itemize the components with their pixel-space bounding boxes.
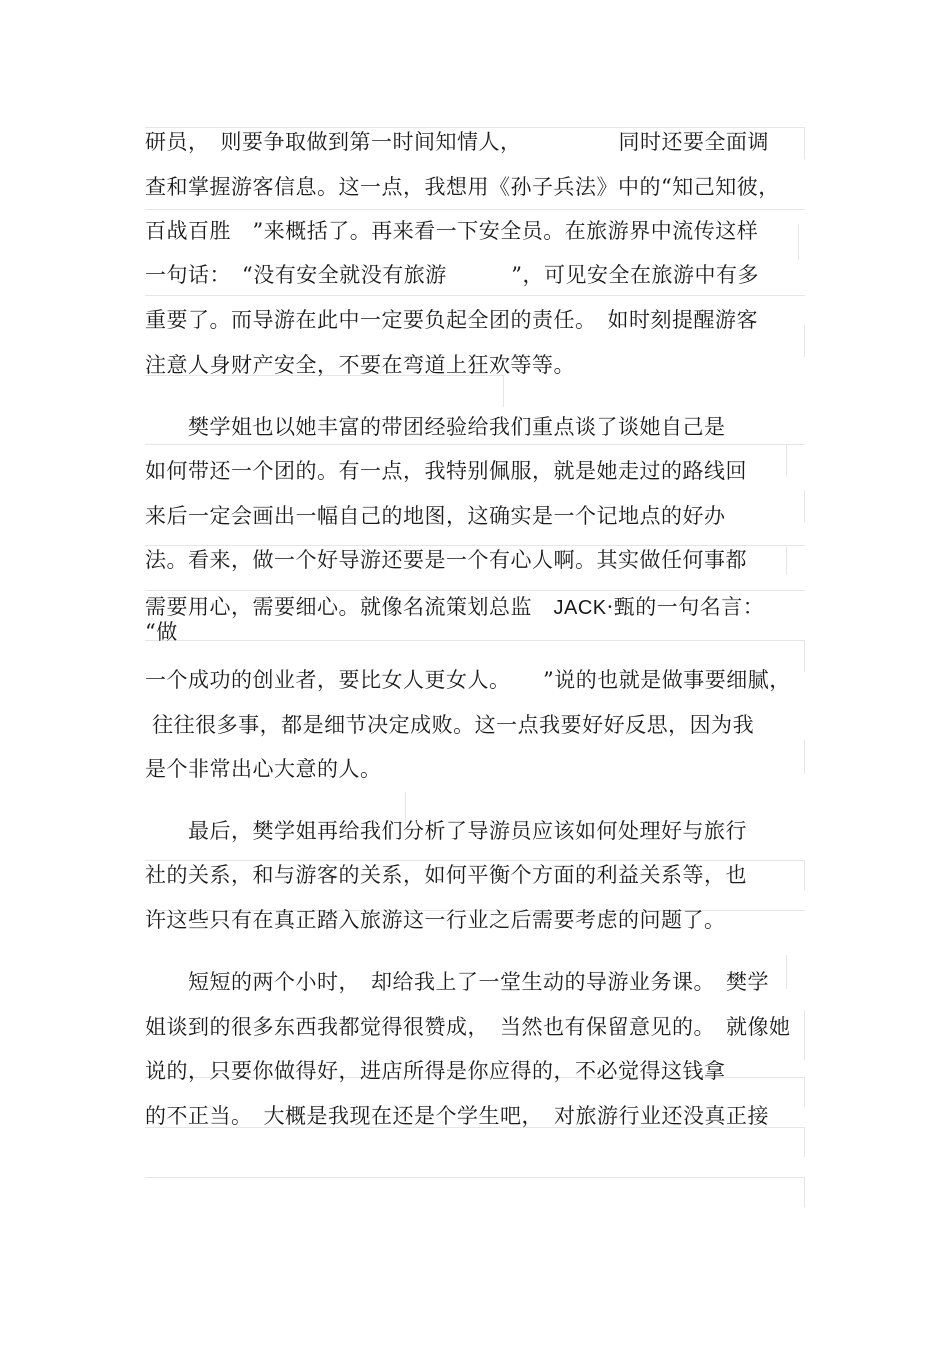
table-rule	[804, 325, 805, 357]
table-rule	[145, 1177, 805, 1178]
table-rule	[786, 545, 787, 575]
table-rule	[804, 1177, 805, 1207]
paragraph-1-line: 一句话： “没有安全就没有旅游 ”，可见安全在旅游中有多	[145, 263, 759, 287]
paragraph-2-line: 如何带还一个团的。有一点，我特别佩服，就是她走过的路线回	[145, 459, 747, 483]
table-rule	[786, 444, 787, 476]
paragraph-3-line: 社的关系，和与游客的关系，如何平衡个方面的利益关系等，也	[145, 863, 747, 887]
paragraph-2-line: 法。看来，做一个好导游还要是一个有心人啊。其实做任何事都	[145, 548, 747, 572]
table-rule	[145, 590, 805, 591]
paragraph-2-line-tail: ·甄的一句名言：	[606, 595, 765, 619]
paragraph-2-line: 来后一定会画出一幅自己的地图，这确实是一个记地点的好办	[145, 504, 726, 528]
table-rule	[145, 295, 805, 296]
table-rule	[804, 490, 805, 522]
table-rule	[804, 1010, 805, 1060]
paragraph-2-line: 樊学姐也以她丰富的带团经验给我们重点谈了谈她自己是	[145, 415, 726, 439]
table-rule	[804, 640, 805, 672]
paragraph-3-line: 最后，樊学姐再给我们分析了导游员应该如何处理好与旅行	[145, 819, 747, 843]
table-rule	[145, 640, 805, 641]
latin-name: JACK	[553, 597, 607, 619]
paragraph-2-line: “做	[145, 620, 178, 644]
paragraph-2-line	[145, 592, 764, 623]
table-rule	[145, 209, 805, 210]
paragraph-1-line: 查和掌握游客信息。这一点，我想用《孙子兵法》中的“知己知彼，	[145, 175, 780, 199]
paragraph-2-line: 往往很多事，都是细节决定成败。这一点我要好好反思，因为我	[145, 713, 755, 737]
paragraph-2-line-text: 需要用心，需要细心。就像名流策划总监	[145, 595, 554, 619]
paragraph-4-line: 短短的两个小时， 却给我上了一堂生动的导游业务课。 樊学	[145, 970, 769, 994]
table-rule	[786, 955, 787, 989]
paragraph-4-line: 姐谈到的很多东西我都觉得很赞成， 当然也有保留意见的。 就像她	[145, 1015, 791, 1039]
paragraph-2-line: 是个非常出心大意的人。	[145, 757, 382, 781]
table-rule	[804, 740, 805, 774]
table-rule	[804, 1077, 805, 1107]
table-rule	[145, 444, 805, 445]
table-rule	[804, 1127, 805, 1157]
paragraph-1-line: 百战百胜 ”来概括了。再来看一下安全员。在旅游界中流传这样	[145, 219, 759, 243]
paragraph-4-line: 的不正当。 大概是我现在还是个学生吧， 对旅游行业还没真正接	[145, 1104, 769, 1128]
paragraph-1-line: 研员， 则要争取做到第一时间知情人， 同时还要全面调	[145, 130, 769, 154]
table-rule	[804, 860, 805, 890]
table-rule	[798, 224, 799, 260]
table-rule	[804, 127, 805, 159]
paragraph-1-line: 注意人身财产安全，不要在弯道上狂欢等等。	[145, 353, 575, 377]
paragraph-1-line: 重要了。而导游在此中一定要负起全团的责任。 如时刻提醒游客	[145, 308, 758, 332]
paragraph-2-line: 一个成功的创业者，要比女人更女人。 ”说的也就是做事要细腻，	[145, 668, 791, 692]
paragraph-4-line: 说的，只要你做得好，进店所得是你应得的，不必觉得这钱拿	[145, 1059, 726, 1083]
paragraph-3-line: 许这些只有在真正踏入旅游这一行业之后需要考虑的问题了。	[145, 908, 726, 932]
